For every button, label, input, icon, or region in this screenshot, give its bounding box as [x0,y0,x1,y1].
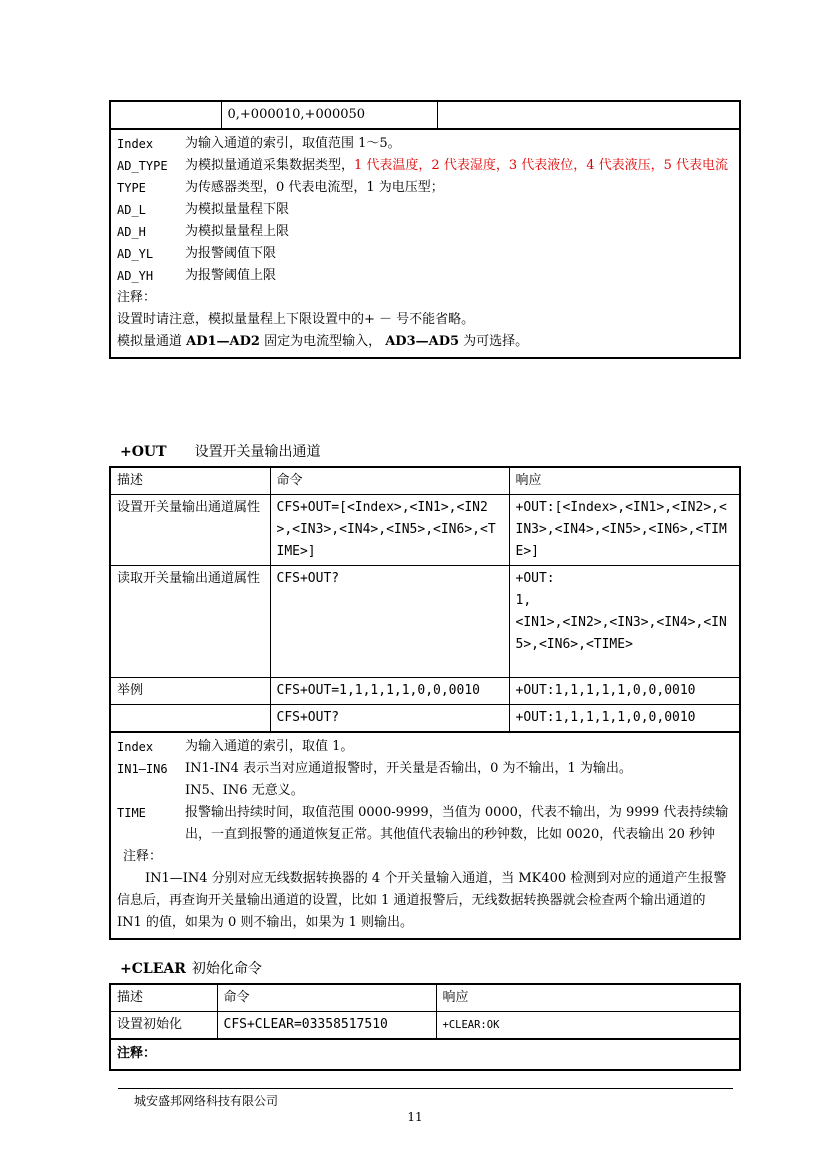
table-row [111,566,739,678]
table-header-row [111,468,739,495]
out-command-grid [111,468,739,732]
header-command: 命令 [270,468,509,495]
table-row [111,705,739,732]
row-command: CFS+OUT? [270,566,509,678]
table-row [111,495,739,566]
section-title-out: +OUT 设置开关量输出通道 [120,444,321,460]
param-ad-yh: AD_YH 为报警阈值上限 [117,268,277,283]
clear-command-grid [111,985,739,1039]
empty-cell [437,102,739,129]
row-response: +OUT:[<Index>,<IN1>,<IN2>,<IN3>,<IN4>,<IN5>,<IN6>,<TIME>] [509,495,739,566]
footer-divider [118,1088,733,1089]
out-command-table [109,466,741,940]
analog-params [111,129,739,357]
param-in1-in6: IN1—IN6 IN1-IN4 表示当对应通道报警时，开关量是否输出，0 为不输出，1 为输出。 IN5、IN6 无意义。 [117,761,632,798]
param-ad-yl: AD_YL 为报警阈值下限 [117,246,277,261]
ad-type-values: 1 代表温度，2 代表湿度，3 代表液位，4 代表液压，5 代表电流 [354,158,729,173]
note-label: 注释： [117,290,157,305]
row-response: +CLEAR:OK [436,1012,739,1039]
analog-channel-grid [111,102,739,129]
header-command: 命令 [217,985,436,1012]
row-response: +OUT: 1, <IN1>,<IN2>,<IN3>,<IN4>,<IN5>,<IN6>,<TIME> [509,566,739,678]
analog-channel-table [109,100,741,359]
param-time: TIME 报警输出持续时间，取值范围 0000-9999，当值为 0000，代表不输出，为 9999 代表持续输出，一直到报警的通道恢复正常。其他值代表输出的秒钟数，比如 0020，代表输出 20 秒钟 [117,805,729,842]
row-response: +OUT:1,1,1,1,1,0,0,0010 [509,678,739,705]
row-command: CFS+CLEAR=03358517510 [217,1012,436,1039]
param-ad-type: AD_TYPE 为模拟量通道采集数据类型，1 代表温度，2 代表湿度，3 代表液位，4 代表液压，5 代表电流 [117,158,729,173]
note-line: 模拟量通道 AD1—AD2 固定为电流型输入， AD3—AD5 为可选择。 [117,334,529,349]
param-ad-h: AD_H 为模拟量量程上限 [117,224,290,239]
header-desc: 描述 [111,468,270,495]
row-command: CFS+OUT? [270,705,509,732]
row-desc: 设置开关量输出通道属性 [111,495,270,566]
footer-company: 城安盛邦网络科技有限公司 [134,1094,279,1108]
param-index: Index 为输入通道的索引，取值范围 1～5。 [117,136,401,151]
out-params [111,732,739,938]
empty-cell [111,102,221,129]
table-row [111,678,739,705]
page-number: 11 [407,1110,423,1124]
note-label: 注释： [123,849,163,864]
param-index: Index 为输入通道的索引，取值 1。 [117,739,354,754]
clear-note [111,1039,739,1069]
header-response: 响应 [436,985,739,1012]
header-response: 响应 [509,468,739,495]
row-desc: 举例 [111,678,270,705]
note-line: 设置时请注意，模拟量量程上下限设置中的+ － 号不能省略。 [117,312,475,327]
row-command: CFS+OUT=[<Index>,<IN1>,<IN2>,<IN3>,<IN4>,<IN5>,<IN6>,<TIME>] [270,495,509,566]
param-ad-l: AD_L 为模拟量量程下限 [117,202,290,217]
note-text: IN1—IN4 分别对应无线数据转换器的 4 个开关量输入通道，当 MK400 检测到对应的通道产生报警信息后，再查询开关量输出通道的设置，比如 1 通道报警后，无线数据转换器就会检查两个输出通道的 IN1 的值，如果为 0 则不输出，如果为 1 则输出。 [117,871,727,930]
section-title-clear: +CLEAR 初始化命令 [120,961,262,977]
clear-command-table [109,983,741,1071]
note-label: 注释： [117,1046,157,1061]
row-desc [111,705,270,732]
table-row [111,1012,739,1039]
row-desc: 读取开关量输出通道属性 [111,566,270,678]
header-desc: 描述 [111,985,217,1012]
row-command: CFS+OUT=1,1,1,1,1,0,0,0010 [270,678,509,705]
param-type: TYPE 为传感器类型，0 代表电流型，1 为电压型； [117,180,444,195]
example-value-cell: 0,+000010,+000050 [221,102,437,129]
table-header-row [111,985,739,1012]
row-desc: 设置初始化 [111,1012,217,1039]
row-response: +OUT:1,1,1,1,1,0,0,0010 [509,705,739,732]
